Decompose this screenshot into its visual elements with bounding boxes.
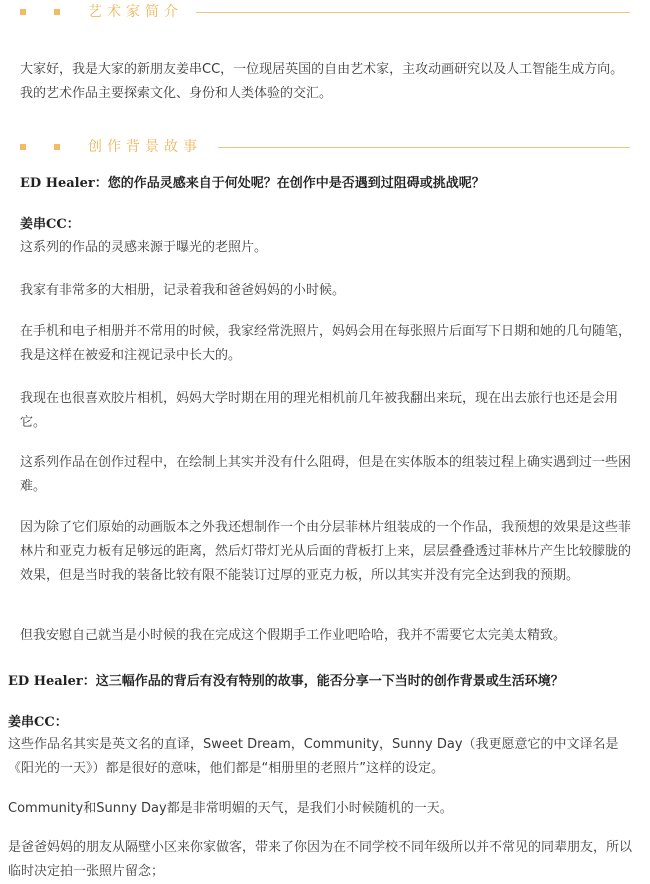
- interview-question: ED Healer：这三幅作品的背后有没有特别的故事，能否分享一下当时的创作背景或生活环境？: [8, 674, 564, 689]
- square-bullet-icon: [54, 144, 60, 150]
- section-divider-line: [218, 147, 630, 148]
- interview-question: ED Healer：您的作品灵感来自于何处呢？在创作中是否遇到过阻碍或挑战呢？: [20, 176, 485, 191]
- section-header-artist-intro: [0, 0, 650, 24]
- square-bullet-icon: [20, 144, 26, 150]
- section-header-creation-story: [0, 135, 650, 159]
- answer-label: 姜串CC：: [8, 715, 68, 730]
- answer-paragraph: 这些作品名其实是英文名的直译，Sweet Dream，Community，Sunny Day（我更愿意它的中文译名是《阳光的一天》）都是很好的意味，他们都是“相册里的老照片”这样的设定。: [8, 737, 619, 776]
- answer-paragraph: Community和Sunny Day都是非常明媚的天气，是我们小时候随机的一天。: [8, 801, 453, 816]
- square-bullet-icon: [20, 9, 26, 15]
- square-bullet-icon: [54, 9, 60, 15]
- answer-paragraph: 这系列的作品的灵感来源于曝光的老照片。: [20, 240, 268, 255]
- answer-paragraph: 我现在也很喜欢胶片相机，妈妈大学时期在用的理光相机前几年被我翻出来玩，现在出去旅行也还是会用它。: [20, 391, 619, 430]
- answer-paragraph: 我家有非常多的大相册，记录着我和爸爸妈妈的小时候。: [20, 283, 346, 298]
- section-divider-line: [196, 12, 630, 13]
- answer-paragraph: 这系列作品在创作过程中，在绘制上其实并没有什么阻碍，但是在实体版本的组装过程上确实遇到过一些困难。: [20, 455, 632, 494]
- answer-paragraph: 在手机和电子相册并不常用的时候，我家经常洗照片，妈妈会用在每张照片后面写下日期和她的几句随笔，我是这样在被爱和注视记录中长大的。: [20, 324, 632, 363]
- section-title: 创作背景故事: [88, 139, 202, 155]
- intro-paragraph: 大家好，我是大家的新朋友姜串CC，一位现居英国的自由艺术家，主攻动画研究以及人工智能生成方向。我的艺术作品主要探索文化、身份和人类体验的交汇。: [20, 62, 624, 101]
- answer-label: 姜串CC：: [20, 217, 80, 232]
- answer-paragraph: 因为除了它们原始的动画版本之外我还想制作一个由分层菲林片组装成的一个作品，我预想的效果是这些菲林片和亚克力板有足够远的距离，然后灯带灯光从后面的背板打上来，层层叠叠透过菲林片产生比较朦胧的效果，但是当时我的装备比较有限不能装订过厚的亚克力板，所以其实并没有完全达到我的预期。: [20, 520, 632, 583]
- answer-paragraph: 是爸爸妈妈的朋友从隔壁小区来你家做客，带来了你因为在不同学校不同年级所以并不常见的同辈朋友，所以临时决定拍一张照片留念；: [8, 840, 633, 879]
- section-title: 艺术家简介: [88, 4, 183, 20]
- answer-paragraph: 但我安慰自己就当是小时候的我在完成这个假期手工作业吧哈哈，我并不需要它太完美太精致。: [20, 628, 567, 643]
